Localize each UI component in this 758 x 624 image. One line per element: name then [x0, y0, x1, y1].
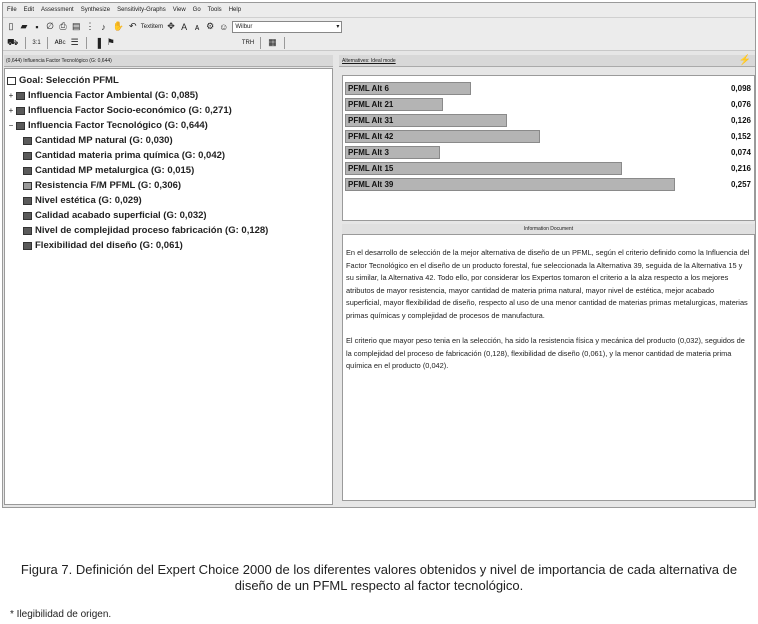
graph-icon[interactable]: ▐	[94, 37, 101, 48]
tree-node[interactable]	[7, 238, 330, 253]
alternative-row[interactable]	[345, 130, 753, 143]
menu-synthesize[interactable]: Synthesize	[80, 7, 111, 13]
information-document-title: Information Document	[342, 224, 755, 234]
tree-node[interactable]	[7, 163, 330, 178]
expert-choice-window	[2, 2, 756, 508]
tree-node[interactable]	[7, 208, 330, 223]
participant-select[interactable]	[232, 21, 342, 33]
alternative-row[interactable]	[345, 162, 753, 175]
settings-icon[interactable]: ⚙	[206, 21, 215, 31]
alternative-value: 0,216	[730, 164, 751, 173]
menu-go[interactable]: Go	[192, 7, 201, 13]
tree-node[interactable]	[7, 193, 330, 208]
tree-node[interactable]	[7, 133, 330, 148]
menu-assessment[interactable]: Assessment	[41, 7, 74, 13]
tree-node-label: Cantidad materia prima química (G: 0,042)	[35, 150, 226, 161]
alternative-row[interactable]	[345, 98, 753, 111]
footnote: * Ilegibilidad de origen.	[10, 609, 112, 620]
menu-sensitivity-graphs[interactable]: Sensitivity-Graphs	[117, 7, 166, 13]
alternatives-bar-list	[342, 75, 755, 221]
judgment-icon[interactable]: ⛟	[7, 36, 19, 47]
toolbar-divider	[47, 37, 48, 49]
tree-node[interactable]	[7, 178, 330, 193]
alternative-name: PFML Alt 31	[348, 116, 394, 125]
alternative-name: PFML Alt 3	[348, 148, 389, 157]
participant-select-value: Wilbur	[235, 23, 253, 30]
tree-node[interactable]	[7, 223, 330, 238]
alternative-row[interactable]	[345, 146, 753, 159]
menu-edit[interactable]: Edit	[23, 7, 35, 13]
tree-node-label: Nivel de complejidad proceso fabricación (G: 0,128)	[35, 225, 269, 236]
tree-node-label: Resistencia F/M PFML (G: 0,306)	[35, 180, 182, 191]
tree-node[interactable]	[7, 148, 330, 163]
criterion-node-icon	[16, 122, 25, 130]
menu-help[interactable]: Help	[228, 7, 242, 13]
secondary-toolbar	[3, 35, 755, 51]
pointer-tool-icon[interactable]: ⚡	[738, 55, 751, 66]
tree-icon[interactable]: ⋮	[85, 21, 95, 31]
goal-node-icon	[7, 77, 16, 85]
undo-icon[interactable]: ↶	[128, 21, 137, 31]
alternative-value: 0,076	[730, 100, 751, 109]
menu-view[interactable]: View	[172, 7, 186, 13]
alternative-value: 0,098	[730, 84, 751, 93]
table-icon[interactable]: ▦	[268, 37, 277, 47]
menu-file[interactable]: File	[7, 7, 17, 13]
tree-node[interactable]	[7, 88, 330, 103]
abc-icon[interactable]: ᴬᴮᶜ	[54, 37, 66, 48]
expand-icon[interactable]: +	[8, 106, 14, 115]
font-small-icon[interactable]: ᴀ	[194, 21, 200, 32]
music-note-icon[interactable]: ♪	[101, 21, 106, 32]
alternatives-pane-header	[339, 55, 755, 67]
tree-node[interactable]	[7, 118, 330, 133]
criterion-node-icon	[23, 242, 32, 250]
criterion-node-icon	[16, 107, 25, 115]
toolbar-divider	[284, 37, 285, 49]
collapse-icon[interactable]: −	[8, 121, 14, 130]
alternative-name: PFML Alt 15	[348, 164, 394, 173]
link-icon[interactable]: ∅	[46, 21, 54, 31]
document-paragraph: El criterio que mayor peso tenia en la selección, ha sido la resistencia física y mecánica del producto (0,032), seguidos de la complejidad del proceso de fabricación (0,128), flexibilidad de diseño (0,061), y la menor cantidad de materia prima química en el producto (0,042).	[346, 336, 745, 371]
alternative-row[interactable]	[345, 114, 753, 127]
alternative-bar	[345, 178, 675, 191]
save-icon[interactable]: ▪	[35, 21, 39, 32]
criterion-node-icon	[23, 152, 32, 160]
alternative-name: PFML Alt 39	[348, 180, 394, 189]
preview-icon[interactable]: ▤	[72, 21, 81, 31]
tree-node-label: Influencia Factor Socio-económico (G: 0,271)	[28, 105, 232, 116]
alternatives-mode-label[interactable]: Alternatives: Ideal mode	[342, 57, 396, 64]
tree-pane-header: (0,644) Influencia Factor Tecnológico (G: 0,644)	[4, 55, 333, 67]
main-toolbar	[3, 17, 755, 35]
criterion-node-icon	[23, 197, 32, 205]
new-file-icon[interactable]: ▯	[8, 21, 14, 31]
user-icon[interactable]: ☺	[219, 21, 229, 32]
figure-caption: Figura 7. Definición del Expert Choice 2000 de los diferentes valores obtenidos y nivel de importancia de cada alternativa de diseño de un PFML respecto al factor tecnológico.	[20, 562, 738, 593]
menu-bar	[3, 3, 755, 17]
criterion-node-icon	[23, 227, 32, 235]
alternative-name: PFML Alt 42	[348, 132, 394, 141]
alternative-value: 0,126	[730, 116, 751, 125]
tree-node-label: Flexibilidad del diseño (G: 0,061)	[35, 240, 183, 251]
toolbar-divider	[25, 37, 26, 49]
code-display: TRH	[241, 39, 255, 46]
tree-node-label: Goal: Selección PFML	[19, 75, 119, 86]
list-icon[interactable]: ☰	[70, 37, 79, 47]
menu-tools[interactable]: Tools	[207, 7, 222, 13]
tree-node-label: Nivel estética (G: 0,029)	[35, 195, 142, 206]
tree-node-label: Influencia Factor Tecnológico (G: 0,644)	[28, 120, 208, 131]
tree-node[interactable]	[7, 103, 330, 118]
expand-icon[interactable]: +	[8, 91, 14, 100]
alternative-row[interactable]	[345, 178, 753, 191]
tree-node-label: Calidad acabado superficial (G: 0,032)	[35, 210, 207, 221]
alternative-value: 0,074	[730, 148, 751, 157]
document-paragraph: En el desarrollo de selección de la mejor alternativa de diseño de un PFML, según el criterio definido como la Influencia del Factor Tecnológico en el diseño de un producto forestal, fue seleccionada la Alternativa 39, seguida de la Alternativa 15 y su similar, la Alternativa 42. Todo ello, por considerar los Expertos tomaron el criterio a la alza respecto a los mejores atributos de mayor resistencia, mayor cantidad de materia prima natural, mayor nivel de estética, mejor acabado superficial, mayor flexibilidad de diseño, respecto al uso de una menor cantidad de materias primas metalurgicas, materias primas químicas y complejidad de procesos de manufactura.	[346, 248, 750, 320]
tree-node-label: Cantidad MP metalurgica (G: 0,015)	[35, 165, 195, 176]
objectives-tree	[4, 68, 333, 505]
alternative-value: 0,152	[730, 132, 751, 141]
alternative-name: PFML Alt 6	[348, 84, 389, 93]
criterion-node-icon	[23, 182, 32, 190]
open-file-icon[interactable]: ▰	[20, 21, 28, 31]
alternative-value: 0,257	[730, 180, 751, 189]
criterion-node-icon	[23, 167, 32, 175]
toolbar-divider	[86, 37, 87, 49]
print-icon[interactable]: ⎙	[59, 21, 67, 31]
alternative-name: PFML Alt 21	[348, 100, 394, 109]
flag-icon[interactable]: ⚑	[106, 37, 115, 47]
ratio-display: 3:1	[32, 39, 41, 46]
criterion-node-icon	[16, 92, 25, 100]
alternative-row[interactable]	[345, 82, 753, 95]
toolbar-divider	[260, 37, 261, 49]
chevron-down-icon: ▾	[336, 24, 340, 30]
criterion-node-icon	[23, 212, 32, 220]
criterion-node-icon	[23, 137, 32, 145]
information-document[interactable]	[342, 234, 755, 501]
text-item-button[interactable]: Textitem	[140, 23, 164, 30]
hand-icon[interactable]: ✋	[112, 21, 124, 31]
tree-node-label: Influencia Factor Ambiental (G: 0,085)	[28, 90, 199, 101]
tree-node[interactable]	[7, 73, 330, 88]
navigate-icon[interactable]: ✥	[167, 21, 175, 31]
tree-node-label: Cantidad MP natural (G: 0,030)	[35, 135, 173, 146]
font-size-icon[interactable]: A	[181, 21, 188, 32]
